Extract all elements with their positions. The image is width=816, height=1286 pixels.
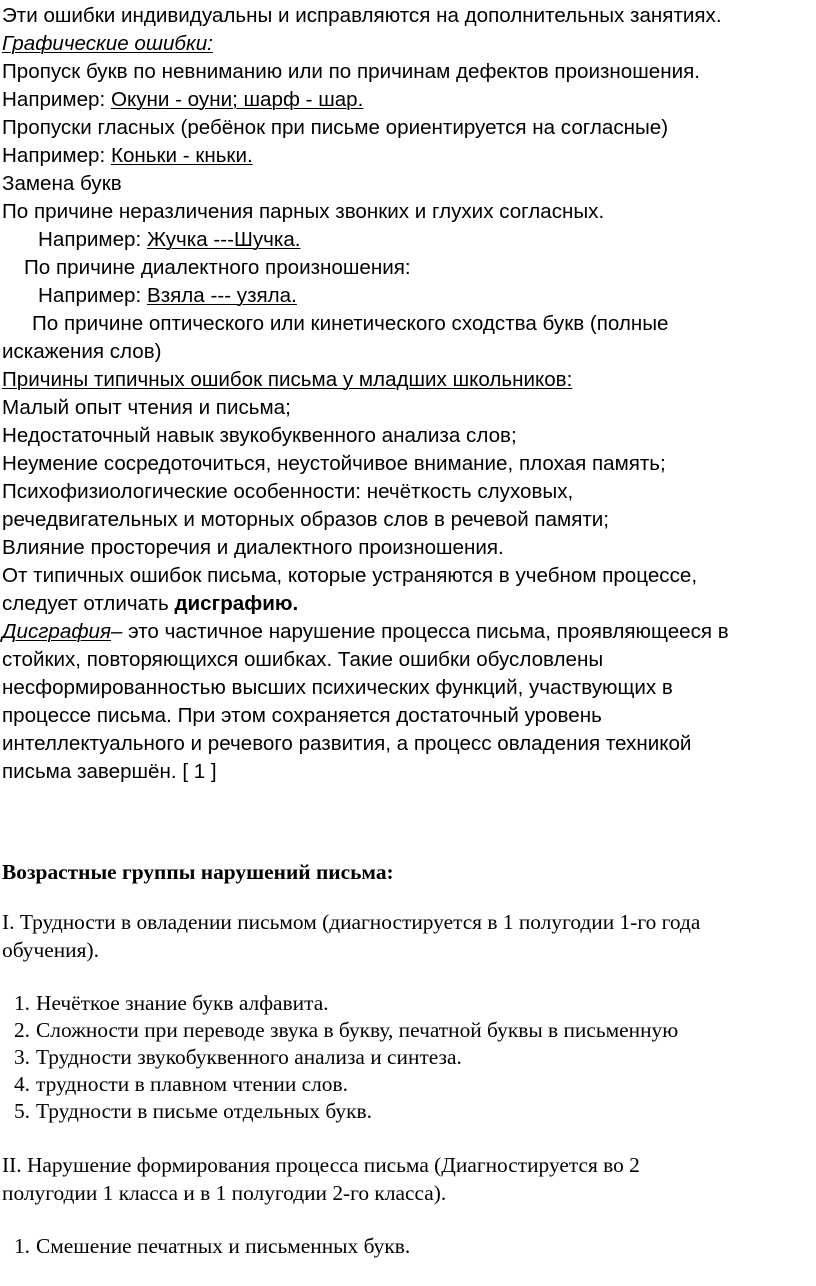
- example-label: Например:: [38, 228, 147, 251]
- list-item: [0, 1016, 816, 1044]
- vowel-omission-text: Пропуски гласных (ребёнок при письме ориентируется на согласные): [2, 116, 669, 139]
- example-line-1: [2, 86, 363, 114]
- example-label: Например:: [38, 284, 147, 307]
- list-number: 5.: [13, 1099, 30, 1123]
- example-4: Взяла --- узяла.: [146, 284, 297, 307]
- example-label: Например:: [2, 88, 111, 111]
- list-number: 1.: [13, 1234, 30, 1258]
- cause-3: Неумение сосредоточиться, неустойчивое внимание, плохая память;: [2, 452, 666, 475]
- distinguish-line-1: От типичных ошибок письма, которые устраняются в учебном процессе,: [2, 564, 698, 587]
- graphic-errors-heading: Графические ошибки:: [2, 32, 213, 55]
- definition-line-3: несформированностью высших психических функций, участвующих в: [2, 676, 673, 699]
- list-item: [0, 989, 816, 1017]
- list-number: 1.: [13, 991, 30, 1015]
- distinguish-text: следует отличать: [2, 592, 175, 615]
- intro-text: Эти ошибки индивидуальны и исправляются на дополнительных занятиях.: [2, 4, 722, 27]
- list-text: Сложности при переводе звука в букву, печатной буквы в письменную: [36, 1018, 679, 1042]
- dialect-text: По причине диалектного произношения:: [24, 256, 411, 279]
- example-label: Например:: [2, 144, 111, 167]
- list-text: Смешение печатных и письменных букв.: [36, 1234, 411, 1258]
- list-text: Трудности в письме отдельных букв.: [36, 1099, 372, 1123]
- definition-line-4: процессе письма. При этом сохраняется достаточный уровень: [2, 704, 602, 727]
- example-1: Окуни - оуни; шарф - шар.: [110, 88, 364, 111]
- example-2: Коньки - кньки.: [110, 144, 253, 167]
- example-line-3: [38, 226, 301, 254]
- list-text: Трудности звукобуквенного анализа и синтеза.: [36, 1045, 462, 1069]
- example-line-2: [2, 142, 253, 170]
- definition-line-5: интеллектуального и речевого развития, а процесс овладения техникой: [2, 732, 692, 755]
- list-item: [0, 1232, 816, 1260]
- cause-5: Влияние просторечия и диалектного произношения.: [2, 536, 504, 559]
- cause-4-line-1: Психофизиологические особенности: нечёткость слуховых,: [2, 480, 574, 503]
- list-number: 3.: [13, 1045, 30, 1069]
- age-groups-heading: Возрастные группы нарушений письма:: [2, 860, 394, 884]
- group-1-line-2: обучения).: [2, 938, 99, 962]
- example-line-4: [38, 282, 297, 310]
- list-number: 2.: [13, 1018, 30, 1042]
- cause-1: Малый опыт чтения и письма;: [2, 396, 291, 419]
- list-text: Нечёткое знание букв алфавита.: [36, 991, 329, 1015]
- distinguish-line-2: [2, 590, 298, 618]
- dysgraphia-term: дисграфию.: [174, 592, 299, 615]
- replace-text: Замена букв: [2, 172, 122, 195]
- list-text: трудности в плавном чтении слов.: [36, 1072, 348, 1096]
- optical-text-2: искажения слов): [2, 340, 162, 363]
- list-item: [0, 1070, 816, 1098]
- list-item: [0, 1043, 816, 1071]
- omission-text: Пропуск букв по невниманию или по причинам дефектов произношения.: [2, 60, 700, 83]
- list-number: 4.: [13, 1072, 30, 1096]
- group-2-line-2: полугодии 1 класса и в 1 полугодии 2-го класса).: [2, 1181, 447, 1205]
- voiced-text: По причине неразличения парных звонких и глухих согласных.: [2, 200, 605, 223]
- definition-line-2: стойких, повторяющихся ошибках. Такие ошибки обусловлены: [2, 648, 604, 671]
- definition-term: Дисграфия: [2, 620, 111, 643]
- optical-text-1: По причине оптического или кинетического сходства букв (полные: [32, 312, 669, 335]
- cause-4-line-2: речедвигательных и моторных образов слов в речевой памяти;: [2, 508, 610, 531]
- causes-heading: Причины типичных ошибок письма у младших школьников:: [2, 368, 573, 391]
- cause-2: Недостаточный навык звукобуквенного анализа слов;: [2, 424, 517, 447]
- definition-line-6: письма завершён. [ 1 ]: [2, 760, 217, 783]
- example-3: Жучка ---Шучка.: [146, 228, 301, 251]
- definition-text: – это частичное нарушение процесса письма, проявляющееся в: [110, 620, 729, 643]
- group-2-line-1: II. Нарушение формирования процесса письма (Диагностируется во 2: [2, 1153, 640, 1177]
- definition-line-1: [2, 618, 729, 646]
- list-item: [0, 1097, 816, 1125]
- group-1-line-1: I. Трудности в овладении письмом (диагностируется в 1 полугодии 1-го года: [2, 910, 701, 934]
